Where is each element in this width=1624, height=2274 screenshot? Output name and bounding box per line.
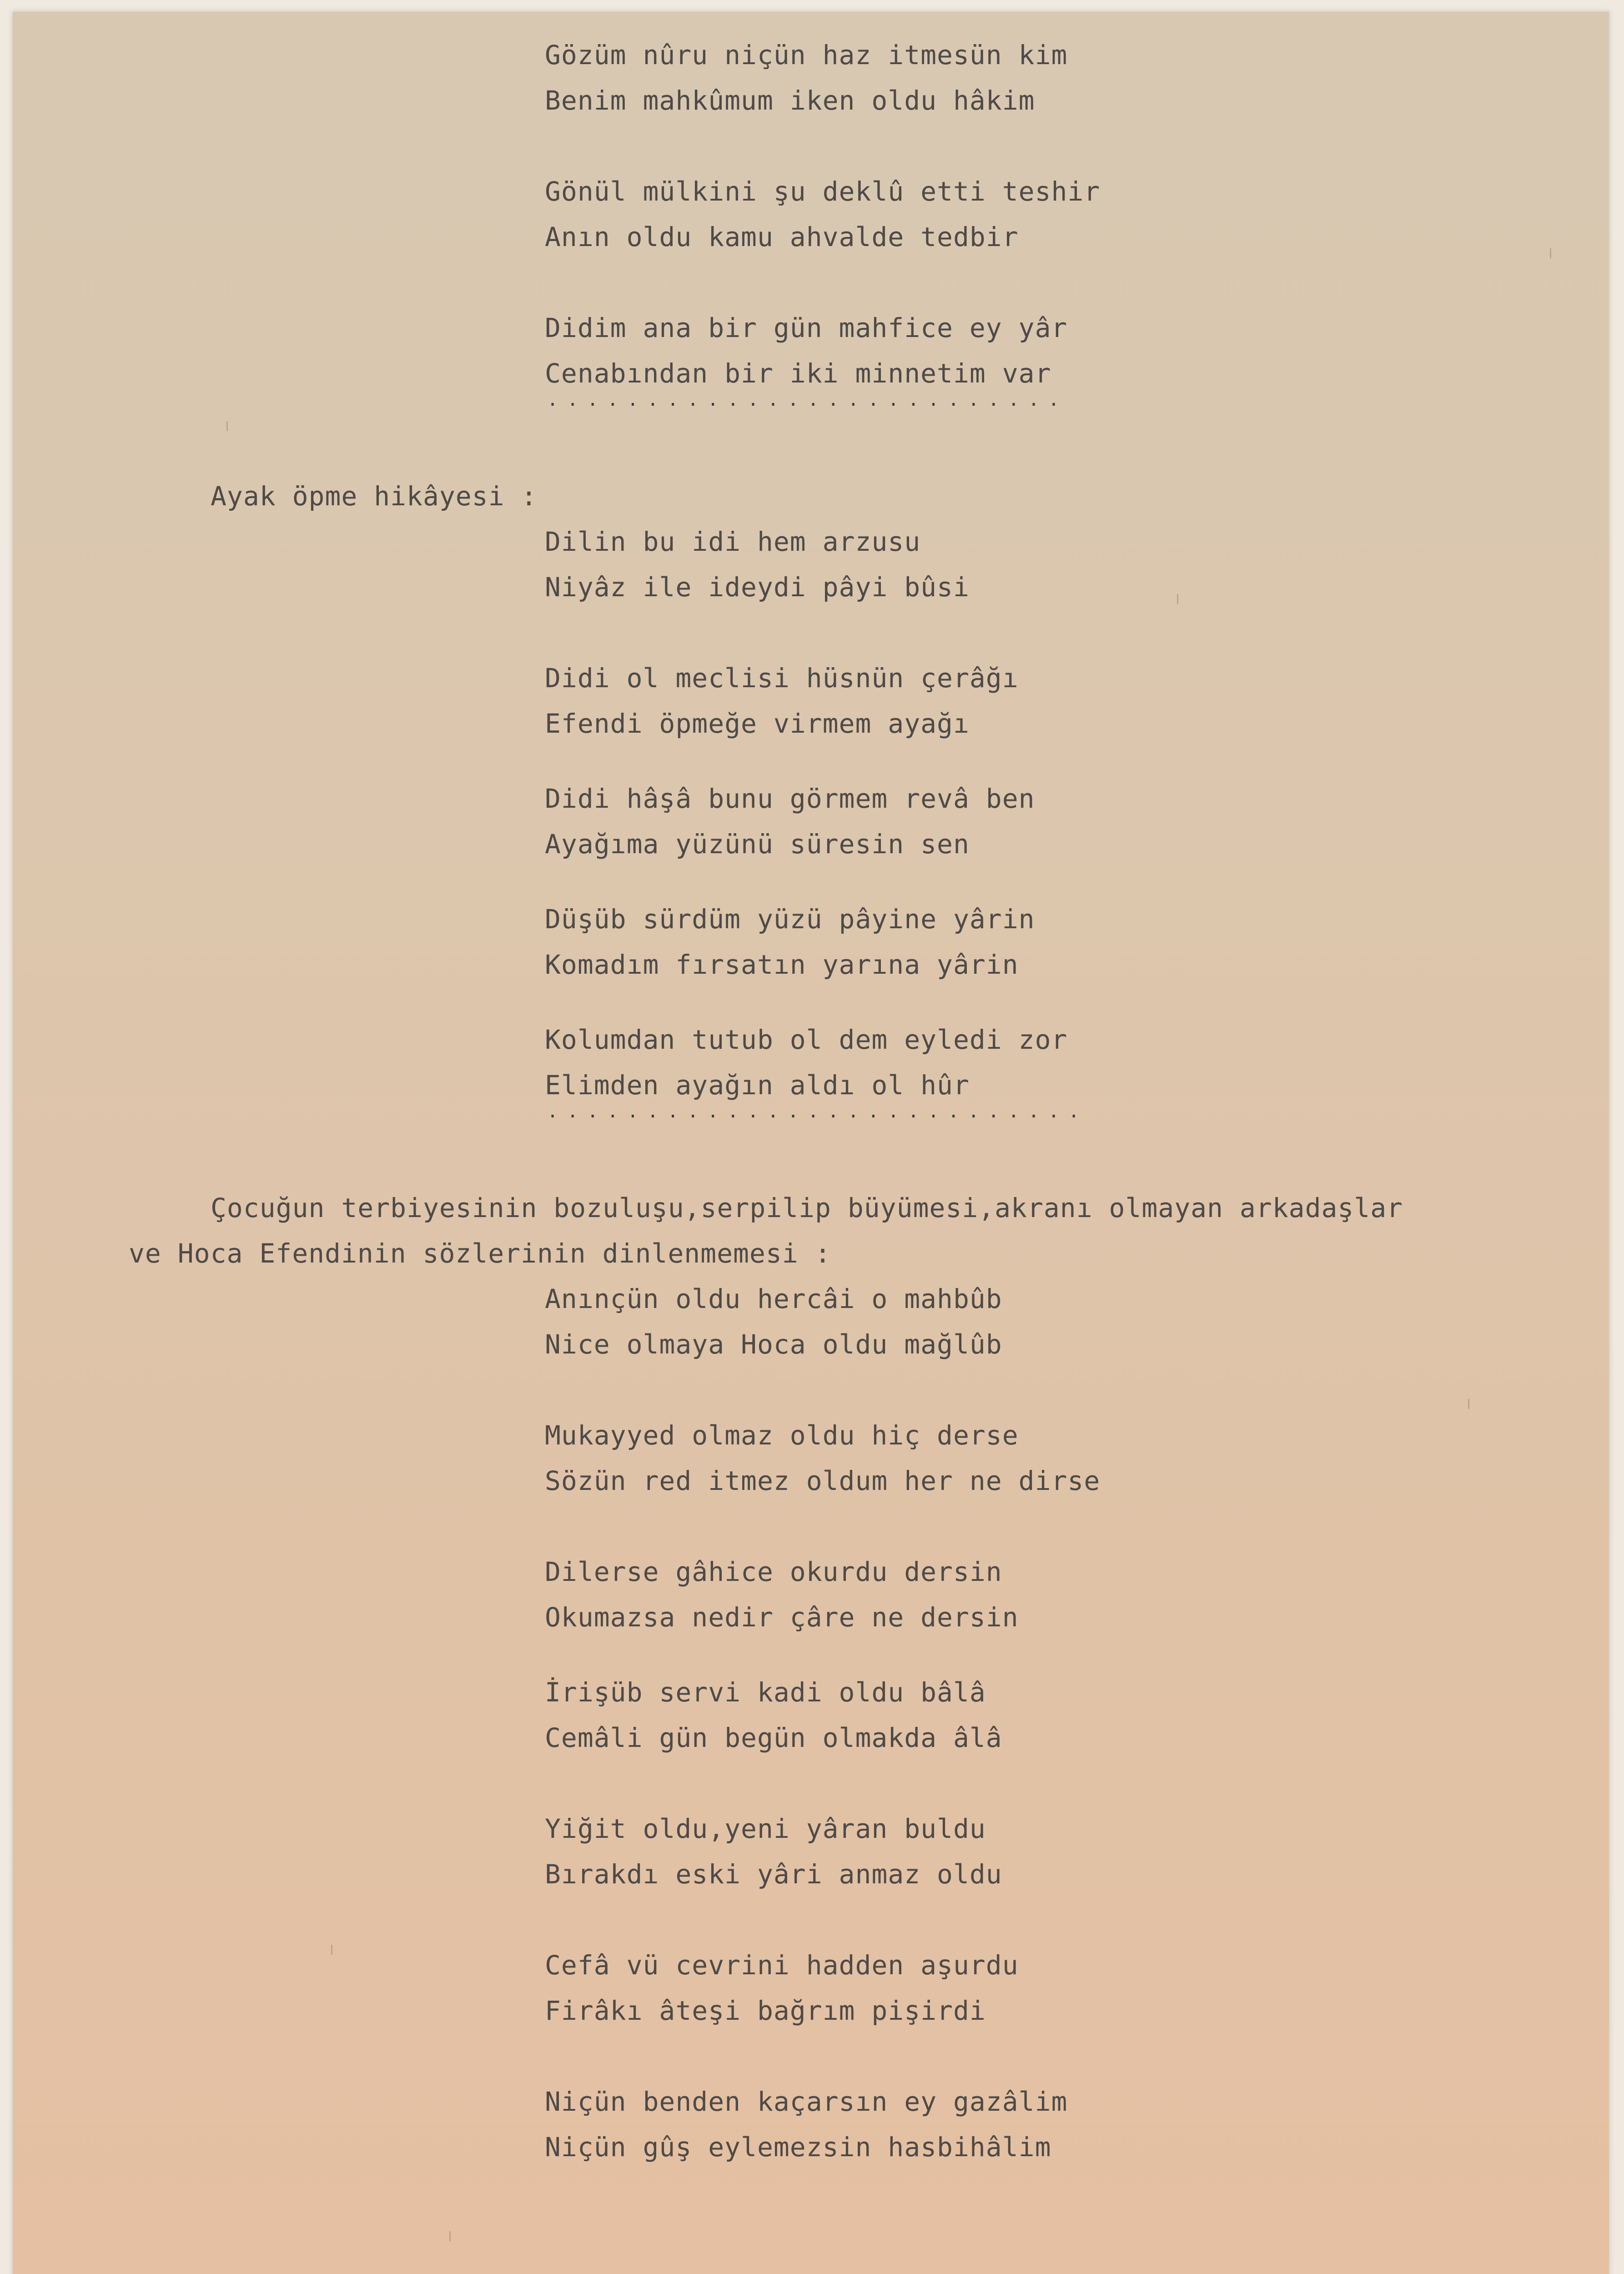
verse-line: Efendi öpmeğe virmem ayağı [545,708,970,739]
verse-line: Dilerse gâhice okurdu dersin [545,1556,1002,1587]
verse-line: Gönül mülkini şu deklû etti teshir [545,176,1101,207]
separator-dots: ........................... [547,1101,1089,1122]
verse-line: Nice olmaya Hoca oldu mağlûb [545,1329,1002,1360]
paper-speck [331,1945,332,1955]
verse-line: Cefâ vü cevrini hadden aşurdu [545,1950,1019,1981]
verse-line: Yiğit oldu,yeni yâran buldu [545,1813,986,1844]
verse-line: Benim mahkûmum iken oldu hâkim [545,85,1035,116]
paper-speck [1177,594,1178,604]
typed-page [13,12,1609,2274]
section-heading: Ayak öpme hikâyesi : [211,481,538,512]
verse-line: Ayağıma yüzünü süresin sen [545,829,970,860]
verse-line: Anın oldu kamu ahvalde tedbir [545,221,1019,252]
verse-line: Niçün gûş eylemezsin hasbihâlim [545,2132,1051,2163]
section-intro: Çocuğun terbiyesinin bozuluşu,serpilip büyümesi,akranı olmayan arkadaşlar [211,1192,1403,1223]
verse-line: Düşüb sürdüm yüzü pâyine yârin [545,904,1035,935]
verse-line: Sözün red itmez oldum her ne dirse [545,1465,1101,1496]
verse-line: Kolumdan tutub ol dem eyledi zor [545,1024,1068,1055]
paper-speck [1468,1399,1469,1409]
separator-dots: .......................... [547,389,1069,410]
verse-line: Anınçün oldu hercâi o mahbûb [545,1283,1002,1314]
verse-line: Cemâli gün begün olmakda âlâ [545,1722,1002,1753]
verse-line: Didim ana bir gün mahfice ey yâr [545,312,1068,343]
verse-line: Gözüm nûru niçün haz itmesün kim [545,40,1068,70]
verse-line: Bırakdı eski yâri anmaz oldu [545,1859,1002,1890]
verse-line: Didi ol meclisi hüsnün çerâğı [545,663,1019,694]
verse-line: Didi hâşâ bunu görmem revâ ben [545,783,1035,814]
verse-line: Niyâz ile ideydi pâyi bûsi [545,572,970,603]
verse-line: Cenabından bir iki minnetim var [545,358,1051,389]
paper-speck [449,2231,451,2241]
verse-line: İrişüb servi kadi oldu bâlâ [545,1677,986,1708]
paper-speck [1550,248,1551,258]
verse-line: Okumazsa nedir çâre ne dersin [545,1602,1019,1633]
verse-line: Komadım fırsatın yarına yârin [545,949,1019,980]
paper-speck [226,421,228,431]
verse-line: Elimden ayağın aldı ol hûr [545,1070,970,1101]
verse-line: Firâkı âteşi bağrım pişirdi [545,1995,986,2026]
verse-line: Dilin bu idi hem arzusu [545,526,921,557]
verse-line: Mukayyed olmaz oldu hiç derse [545,1420,1019,1451]
section-intro: ve Hoca Efendinin sözlerinin dinlenmemesi : [129,1238,831,1269]
verse-line: Niçün benden kaçarsın ey gazâlim [545,2086,1068,2117]
